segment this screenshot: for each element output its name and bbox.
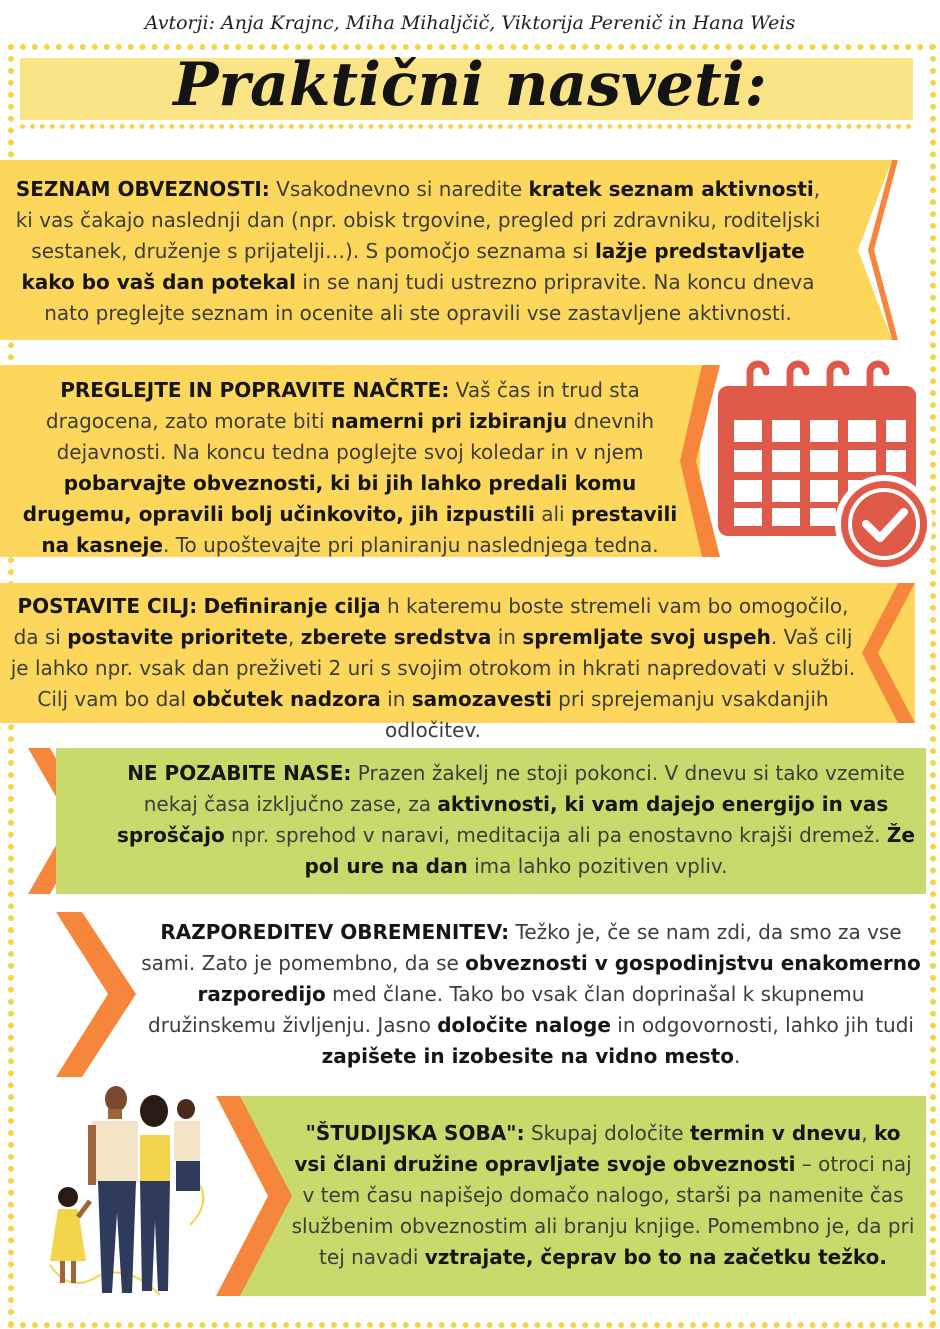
checkmark-icon (838, 478, 930, 570)
title-divider (20, 124, 912, 129)
page-title: Praktični nasveti: (173, 50, 767, 120)
tip-text: "ŠTUDIJSKA SOBA": Skupaj določite termin v dnevu, ko vsi člani družine opravljate svoje obveznosti – otroci naj v tem času napišejo domačo nalogo, starši pa namenite čas službenim obveznostim ali branju knjige. Pomembno je, da pri tej navadi vztrajate, čeprav bo to na začetku težko. (291, 1121, 915, 1269)
tip-heading: RAZPOREDITEV OBREMENITEV: (160, 920, 510, 944)
tip-text: PREGLEJTE IN POPRAVITE NAČRTE: Vaš čas in trud sta dragocena, zato morate biti namerni pri izbiranju dnevnih dejavnosti. Na koncu tedna poglejte svoj koledar in v njem pobarvajte obveznosti, ki bi jih lahko predali komu drugemu, opravili bolj učinkovito, jih izpustili ali prestavili na kasneje. To upoštevajte pri planiranju naslednjega tedna. (22, 378, 678, 557)
authors-line: Avtorji: Anja Krajnc, Miha Mihaljčič, Viktorija Perenič in Hana Weis (144, 12, 796, 34)
tip-heading: POSTAVITE CILJ: (17, 594, 198, 618)
tip-ne-pozabite-nase (56, 748, 926, 894)
tip-text: POSTAVITE CILJ: Definiranje cilja h kateremu boste stremeli vam bo omogočilo, da si postavite prioritete, zberete sredstva in spremljate svoj uspeh. Vaš cilj je lahko npr. vsak dan preživeti 2 uri s svojim otrokom in hkrati napredovati v službi. Cilj vam bo dal občutek nadzora in samozavesti pri sprejemanju vsakdanjih odločitev. (10, 594, 856, 742)
chevron-left-icon (858, 583, 915, 723)
tip-studijska-soba (204, 1096, 926, 1296)
tip-heading: "ŠTUDIJSKA SOBA": (305, 1121, 525, 1145)
tip-heading: NE POZABITE NASE: (127, 761, 352, 785)
tip-heading: SEZNAM OBVEZNOSTI: (15, 177, 270, 201)
tip-razporeditev-obremenitev (56, 912, 926, 1077)
tip-text: NE POZABITE NASE: Prazen žakelj ne stoji pokonci. V dnevu si tako vzemite nekaj časa izključno zase, za aktivnosti, ki vam dajejo energijo in vas sproščajo npr. sprehod v naravi, meditacija ali pa enostavno krajši dremež. Že pol ure na dan ima lahko pozitiven vpliv. (117, 761, 915, 878)
family-illustration (40, 1085, 220, 1305)
tip-seznam-obveznosti (0, 160, 858, 340)
chevron-right-icon (858, 160, 898, 340)
tip-text: SEZNAM OBVEZNOSTI: Vsakodnevno si naredite kratek seznam aktivnosti, ki vas čakajo naslednji dan (npr. obisk trgovine, pregled pri zdravniku, roditeljski sestanek, druženje s prijatelji…). S pomočjo seznama si lažje predstavljate kako bo vaš dan potekal in se nanj tudi ustrezno pripravite. Na koncu dneva nato preglejte seznam in ocenite ali ste opravili vse zastavljene aktivnosti. (15, 177, 821, 325)
tip-heading: PREGLEJTE IN POPRAVITE NAČRTE: (60, 378, 450, 402)
calendar-icon (710, 352, 932, 576)
tip-postavite-cilj (0, 583, 915, 742)
tip-text: RAZPOREDITEV OBREMENITEV: Težko je, če se nam zdi, da smo za vse sami. Zato je pomembno, da se obveznosti v gospodinjstvu enakomerno razporedijo med člane. Tako bo vsak član doprinašal k skupnemu družinskemu življenju. Jasno določite naloge in odgovornosti, lahko jih tudi zapišete in izobesite na vidno mesto. (141, 920, 921, 1068)
tip-preglejte-nacrte (0, 365, 700, 557)
